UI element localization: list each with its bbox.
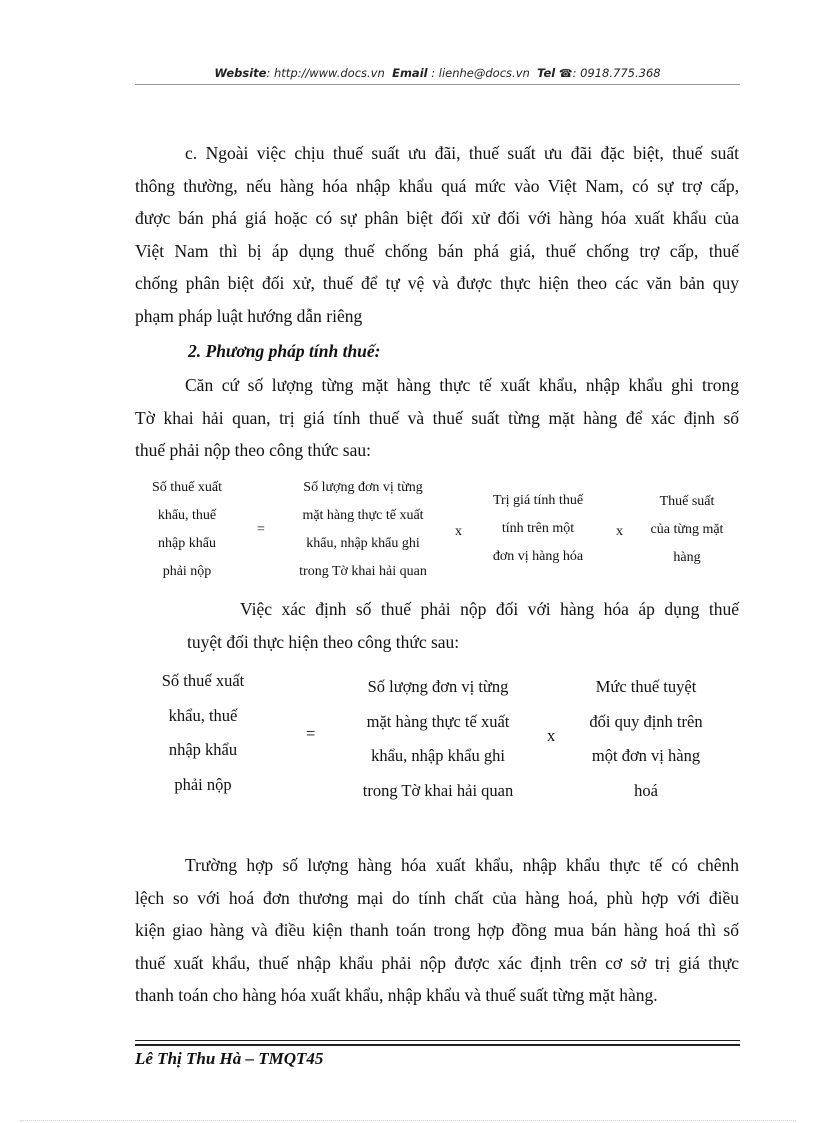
- formula-line: tính trên một: [501, 521, 575, 536]
- paragraph-c: [135, 137, 739, 332]
- multiply-sign: x: [616, 524, 623, 539]
- formula-line: hoá: [634, 780, 658, 800]
- text-line: kiện giao hàng và điều kiện thanh toán trong hợp đồng mua bán hàng hoá thì số: [135, 920, 739, 940]
- formula-line: đối quy định trên: [589, 711, 703, 731]
- formula-line: phải nộp: [174, 774, 232, 794]
- equals-sign: =: [257, 522, 265, 537]
- formula-line: Số thuế xuất: [161, 671, 245, 690]
- text-line: thuế xuất khẩu, thuế nhập khẩu phải nộp được xác định trên cơ sở trị giá thực: [135, 952, 739, 973]
- formula1-result: [135, 474, 239, 586]
- text-line: thông thường, nếu hàng hóa nhập khẩu quá mức vào Việt Nam, có sự trợ cấp,: [135, 175, 739, 196]
- multiply-sign: x: [455, 524, 462, 539]
- formula2-quantity: [341, 670, 535, 808]
- formula-line: trong Tờ khai hải quan: [299, 564, 427, 579]
- website-label: Website: [214, 66, 267, 80]
- formula-line: trong Tờ khai hải quan: [362, 780, 514, 800]
- text-line: Tờ khai hải quan, trị giá tính thuế và thuế suất từng mặt hàng để xác định số: [135, 407, 739, 428]
- formula-line: phải nộp: [162, 564, 212, 579]
- formula-line: Trị giá tính thuế: [492, 493, 584, 508]
- formula-line: của từng mặt: [650, 522, 724, 537]
- text-line: được bán phá giá hoặc có sự phân biệt đối xử đối với hàng hóa xuất khẩu của: [135, 208, 739, 228]
- formula-line: nhập khẩu: [168, 740, 238, 759]
- equals-sign: =: [306, 724, 316, 743]
- formula-line: một đơn vị hàng: [591, 746, 701, 765]
- email-label: Email: [392, 66, 428, 80]
- paragraph-absolute: [187, 593, 739, 658]
- text-line: c. Ngoài việc chịu thuế suất ưu đãi, thuế suất ưu đãi đặc biệt, thuế suất: [185, 143, 739, 163]
- formula-line: Số thuế xuất: [152, 480, 222, 495]
- formula2-rate: [573, 670, 719, 808]
- formula-line: khẩu, thuế: [168, 705, 238, 725]
- formula-line: mặt hàng thực tế xuất: [366, 711, 510, 731]
- multiply-sign: x: [547, 726, 556, 745]
- text-line: Trường hợp số lượng hàng hóa xuất khẩu, nhập khẩu thực tế có chênh: [185, 855, 739, 875]
- formula-line: khẩu, nhập khẩu ghi: [371, 746, 505, 765]
- formula-line: đơn vị hàng hóa: [492, 549, 584, 564]
- page-bottom-dotted-line: [20, 1120, 796, 1121]
- text-line: Việc xác định số thuế phải nộp đối với hàng hóa áp dụng thuế: [240, 599, 739, 619]
- page-header: [135, 66, 740, 85]
- email-value[interactable]: : lienhe@docs.vn: [431, 66, 530, 80]
- text-line: thanh toán cho hàng hóa xuất khẩu, nhập khẩu và thuế suất từng mặt hàng.: [135, 985, 658, 1005]
- formula-line: khẩu, nhập khẩu ghi: [306, 536, 420, 551]
- formula-line: Thuế suất: [659, 494, 715, 509]
- formula-line: mặt hàng thực tế xuất: [302, 508, 424, 523]
- formula-line: Mức thuế tuyệt: [595, 677, 697, 696]
- footer-divider-thick: [135, 1044, 740, 1046]
- text-line: Việt Nam thì bị áp dụng thuế chống bán phá giá, thuế chống trợ cấp, thuế: [135, 240, 739, 261]
- text-line: thuế phải nộp theo công thức sau:: [135, 440, 371, 460]
- formula1-rate: [636, 488, 738, 572]
- formula-line: Số lượng đơn vị từng: [303, 480, 423, 495]
- formula-line: Số lượng đơn vị từng: [367, 677, 509, 696]
- formula-line: hàng: [673, 550, 701, 565]
- tel-label: Tel: [537, 66, 556, 80]
- paragraph-case: [135, 849, 739, 1012]
- footer-author: Lê Thị Thu Hà – TMQT45: [135, 1049, 324, 1068]
- phone-icon: ☎: [558, 67, 573, 80]
- text-line: lệch so với hoá đơn thương mại do tính chất của hàng hoá, phù hợp với điều: [135, 887, 739, 908]
- formula-line: khẩu, thuế: [157, 508, 217, 523]
- section-heading: 2. Phương pháp tính thuế:: [188, 341, 381, 361]
- text-line: chống phân biệt đối xử, thuế để tự vệ và được thực hiện theo các văn bản quy: [135, 273, 739, 293]
- website-value[interactable]: : http://www.docs.vn: [266, 66, 385, 80]
- tel-value: : 0918.775.368: [572, 66, 661, 80]
- text-line: phạm pháp luật hướng dẫn riêng: [135, 305, 363, 326]
- footer-divider: [135, 1040, 740, 1041]
- text-line: tuyệt đối thực hiện theo công thức sau:: [187, 631, 460, 652]
- formula-line: nhập khẩu: [158, 536, 216, 551]
- formula1-quantity: [282, 474, 444, 586]
- paragraph-basis: [135, 369, 739, 467]
- formula2-result: [152, 664, 254, 802]
- text-line: Căn cứ số lượng từng mặt hàng thực tế xuất khẩu, nhập khẩu ghi trong: [185, 375, 739, 395]
- formula1-value: [476, 487, 600, 571]
